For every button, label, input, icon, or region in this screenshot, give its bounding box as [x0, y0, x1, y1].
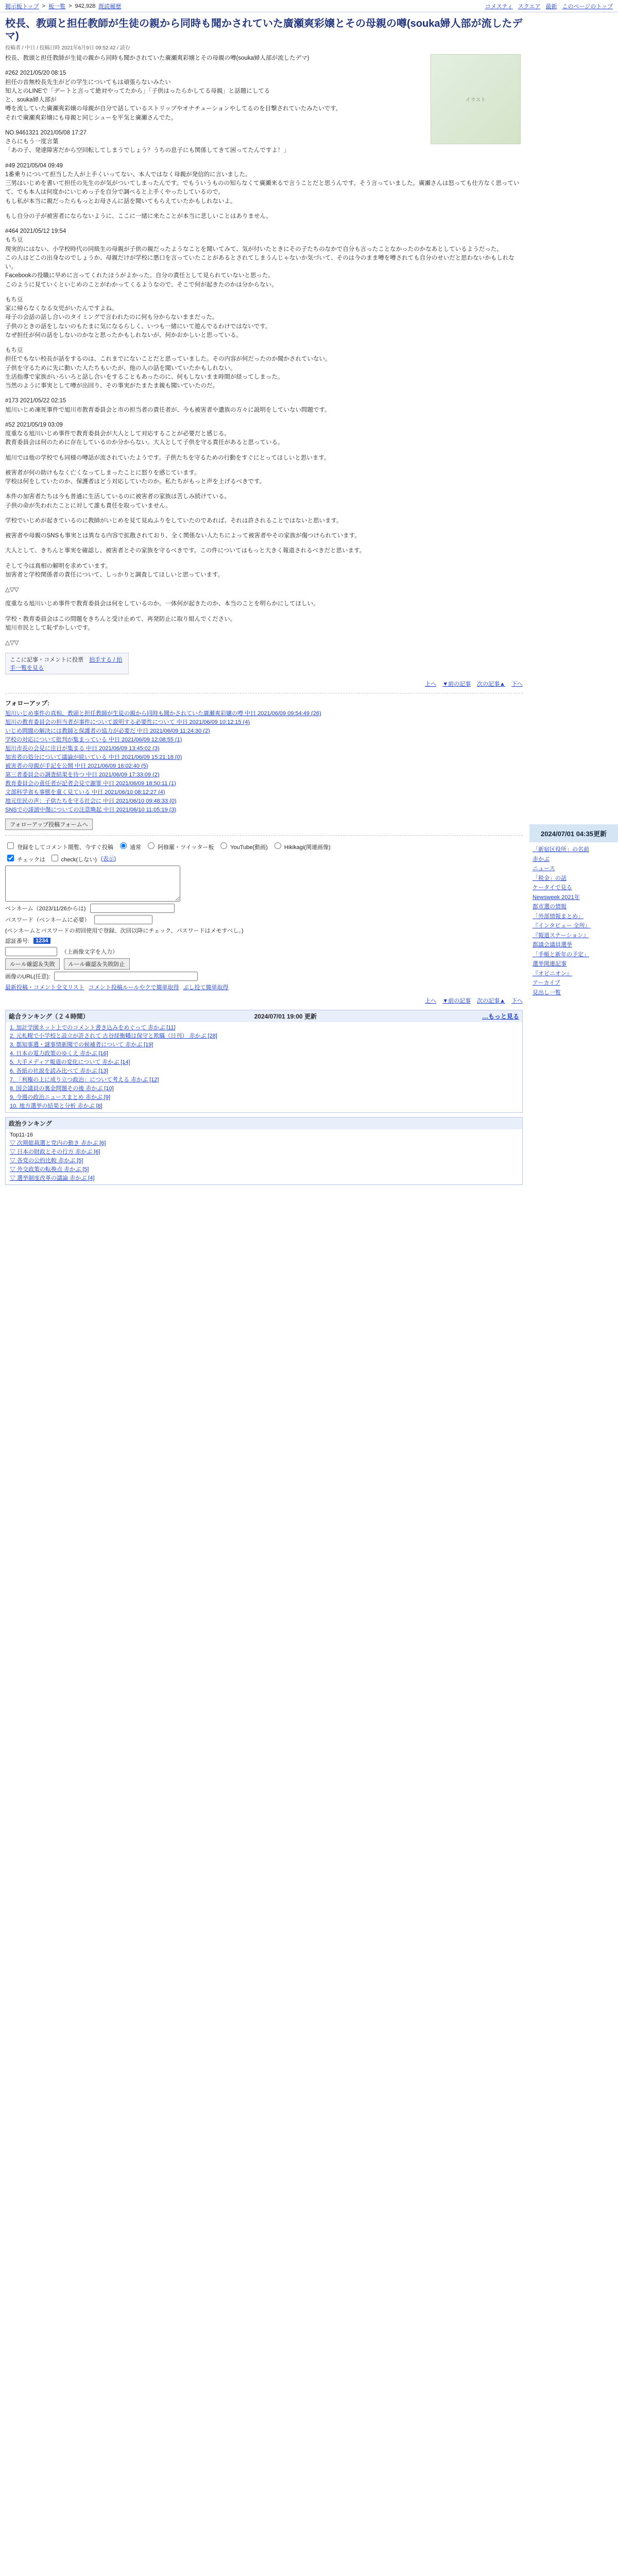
top-nav-left: 掲示板トップ > 板一覧 > 942,928 既読履歴 — [5, 3, 122, 10]
sidebar-item-link[interactable]: 『インタビュー 全所』 — [533, 923, 591, 929]
nav-link-comesti[interactable]: コメスティ — [485, 3, 513, 10]
top-nav-bar — [0, 0, 618, 12]
ranking2-title: 政治ランキング — [9, 1120, 52, 1127]
sidebar-item-link[interactable]: 『報道ステーション』 — [533, 932, 589, 939]
followup-link[interactable]: 旭川の教育委員会の担当者が事件について説明する必要性について 中日 2021/06/09 10:12:15 (4) — [5, 719, 250, 726]
sidebar-item-link[interactable]: 「税金」の話 — [533, 875, 566, 882]
article-paragraph: もし自分の子が被害者にならないように、ここに一緒に来たことが本当に悲しいことはありません。 — [5, 213, 272, 219]
ranking2-item-link-row — [10, 1139, 518, 1148]
ranking-item-link[interactable]: 5. 大手メディア報道の変化について 赤かぶ [14] — [10, 1059, 130, 1066]
ranking-item-link-row — [10, 1024, 518, 1032]
article-paragraph: もち豆 担任でもない校長が話をするのは、これまでにないことだと思っていました。その内容が何だったのか聞かされていない。 子供を守るために先に動いた人たちもいたが、他の人の話を聞いていたかもしれない。 生活指導で家族がいろいろと話し合いをすることもあったのに、何もしないまま時間が経ってしまった。 当然のように事実として噂が出回り、その事実がたまたま親も聞いていたのだ。 — [5, 347, 331, 389]
followup-link-row — [5, 797, 523, 806]
ranking2-item-link-row — [10, 1157, 518, 1165]
option-normal-radio[interactable] — [120, 842, 127, 849]
sidebar-item-link[interactable]: アーカイブ — [533, 980, 560, 986]
ranking-item-link-row — [10, 1067, 518, 1076]
article-paragraph: 被害者や母親のSNSも事実とは異なる内容で拡散されており、全く関係ない人たちによって被害者やその家族が傷つけられています。 — [5, 533, 360, 539]
password-label: パスワード（ペンネームに必要） — [5, 917, 90, 923]
option-check-checkbox[interactable] — [7, 855, 14, 861]
option-check[interactable]: チェックは — [5, 853, 45, 863]
ranking-item-link[interactable]: 1. 加計学園ネット上でのコメント書き込みをめぐって 赤かぶ [11] — [10, 1024, 176, 1031]
ranking-item-link[interactable]: 8. 国会議員の裏金問題その後 赤かぶ [10] — [10, 1086, 114, 1092]
followup-link[interactable]: 教育委員会の責任者が記者会見で謝罪 中日 2021/06/09 18:50:11 (1) — [5, 780, 176, 787]
option-image-radio[interactable] — [274, 842, 281, 849]
sidebar-item-link-row — [533, 922, 615, 930]
followup-link[interactable]: 旭川市長の会見に注目が集まる 中日 2021/06/09 13:45:02 (3) — [5, 745, 160, 752]
article-paragraph: NO.9461321 2021/05/08 17:27 さらにもう一度言葉 「あの子、発達障害だから空回転してしまうでしょう？うちの息子にも関係してきて困ってたんですよ！」 — [5, 129, 289, 154]
sidebar-list — [529, 842, 618, 1000]
article-paragraph: #173 2021/05/22 02:15 旭川いじめ凍死事件で旭川市教育委員会と市の担当者の責任者が、今も被害者や遺族の方々に説明をしていない問題です。 — [5, 398, 331, 413]
followup-list — [5, 709, 523, 814]
option-twitter[interactable]: 阿修羅・ツイッター板 — [145, 841, 214, 851]
article-paragraph: 校長、教頭と担任教師が生徒の親から同時も聞かされていた廣瀬爽彩嬢とその母親の噂(souka婦人部が流したデマ) — [5, 55, 310, 61]
sidebar-item-link-row — [533, 884, 615, 892]
auth-input[interactable] — [5, 947, 57, 956]
article-paragraph: 学校でいじめが起きているのに教師がいじめを見て見ぬふりをしていたのであれば、それは許されることではないと思います。 — [5, 517, 342, 524]
latest-posts-link[interactable]: 最新投稿・コメント全文リスト — [5, 984, 84, 991]
sidebar-item-link-row — [533, 874, 615, 883]
auth-code-image: 1234 — [33, 938, 50, 944]
ranking-item-link-row — [10, 1102, 518, 1111]
sidebar-item-link-row — [533, 941, 615, 950]
ranking2-item-link[interactable]: ▽ 次期総裁選と党内の動き 赤かぶ [6] — [10, 1140, 106, 1147]
form-links — [5, 983, 523, 991]
followup-link-row — [5, 753, 523, 762]
followup-link-row — [5, 709, 523, 718]
article-illustration-label: イラスト — [465, 97, 486, 103]
separator: △▽▽ — [5, 587, 19, 593]
pager-bottom-next[interactable]: 次の記事▲ — [477, 997, 505, 1004]
option-nocheck-checkbox[interactable] — [52, 855, 58, 861]
followup-link-row — [5, 727, 523, 736]
article-paragraph: #49 2021/05/04 09:49 1番乗りについて担当した人が上手くいってない、本人ではなく母親が発信的に言いました。 三男はいじめを書いて担任の先生のが気がついてしまったんです。でもういうものの知らなくて廣瀬来るで言うことだと思うんです。そう言っていました。廣瀬さんは怒っても仕方なく思っていて、でも本人は何度かにいじめっ子を自分で調べると上手くやったしているので。 もし私が本当に親だったらもっとお母さんに話を聞いてもらえていたかもしれないよ。 — [5, 162, 520, 205]
article-paragraph: 大人として、きちんと事実を確認し、被害者とその家族を守るべきです。この件についてはもっと大きく報道されるべきだと思います。 — [5, 548, 366, 554]
article-paragraph: #52 2021/05/19 03:09 度重なる旭川いじめ事件で教育委員会が大人として対応することが必要だと感じる。 教育委員会は何のために存在しているのか分からない。大人として子供を守る責任があると思っている。 — [5, 421, 284, 446]
ranking-header — [6, 1010, 522, 1022]
option-youtube[interactable]: YouTube(動画) — [218, 841, 267, 851]
ranking-item-link-row — [10, 1058, 518, 1067]
name-label: ペンネーム（2023/11/26からは) — [5, 905, 86, 912]
password-note: (ペンネームとパスワードの初回使用で登録、次回以降にチェック、パスワードはメモすべし。) — [5, 927, 244, 934]
article-paragraph: 旭川では他の学校でも同様の噂話が流されていたようです。子供たちを守るための行動をすぐにとってほしいと思います。 — [5, 454, 330, 461]
pager-down[interactable]: 下へ — [511, 681, 523, 688]
ranking2-subtitle: Top11-16 — [10, 1131, 33, 1138]
sidebar-item-link[interactable]: 「手帳と新年の予定」 — [533, 951, 589, 958]
followup-link[interactable]: 加害者の処分について議論が続いている 中日 2021/06/09 15:21:18 (0) — [5, 754, 182, 760]
ranking2-list — [10, 1139, 518, 1183]
ranking2-box — [5, 1117, 523, 1185]
followup-link[interactable]: 文部科学省も事態を重く見ている 中日 2021/06/10 08:12:27 (4) — [5, 789, 165, 795]
auth-hint: （上画像文字を入力） — [61, 948, 118, 955]
sidebar-item-link-row — [533, 893, 615, 902]
followup-link-row — [5, 771, 523, 779]
followup-link[interactable]: 第三者委員会の調査結果を待つ 中日 2021/06/09 17:33:09 (2) — [5, 771, 160, 778]
article-title: 校長、教頭と担任教師が生徒の親から同時も聞かされていた廣瀬爽彩嬢とその母親の噂(souka婦人部が流したデマ) — [5, 18, 523, 42]
sidebar-item-link[interactable]: 都議会議員選挙 — [533, 942, 572, 948]
ranking-item-link-row — [10, 1032, 518, 1041]
password-row — [5, 915, 523, 924]
sidebar-item-link[interactable]: 赤かぶ — [533, 856, 550, 862]
main-content — [0, 12, 528, 1187]
sidebar-item-link[interactable]: 都市選の情報 — [533, 904, 566, 910]
password-input[interactable] — [94, 915, 152, 924]
auth-row — [5, 937, 523, 945]
article-paragraph: 本件の加害者たちは今も普通に生活しているのに被害者の家族は苦しみ続けている。 子供の命が失われたことに対して誰も責任を取っていません。 — [5, 494, 230, 509]
sidebar-item-link-row — [533, 960, 615, 969]
ranking-box — [5, 1010, 523, 1113]
article-illustration — [431, 54, 521, 144]
ranking-item-link[interactable]: 3. 都知事選・謎事情新聞での候補者について 赤かぶ [19] — [10, 1042, 153, 1048]
pager-bottom-up[interactable]: 上へ — [425, 997, 437, 1004]
followup-link-row — [5, 718, 523, 727]
sidebar-item-link[interactable]: ケータイで見る — [533, 885, 572, 891]
comment-textarea[interactable] — [5, 866, 180, 902]
easy-get-link[interactable]: ぶし投て簡単取得 — [183, 984, 229, 991]
ranking2-item-link-row — [10, 1174, 518, 1183]
nav-link-latest[interactable]: 最新 — [545, 3, 557, 10]
ranking2-item-link-row — [10, 1148, 518, 1157]
pager-bottom-prev[interactable]: ▼前の記事 — [442, 997, 471, 1004]
sidebar-item-link[interactable]: Newsweek 2021年 — [533, 894, 580, 901]
followup-link[interactable]: 学校の対応について批判が集まっている 中日 2021/06/09 12:08:55 (1) — [5, 737, 182, 743]
sidebar-item-link[interactable]: 選挙関連記事 — [533, 961, 566, 967]
sidebar-item-link-row — [533, 845, 615, 854]
vote-link[interactable]: 拍手する / 拍手一覧を見る — [10, 657, 123, 672]
pager-next[interactable]: 次の記事▲ — [477, 681, 505, 688]
followup-form-button[interactable]: フォローアップ投稿フォームへ — [5, 819, 93, 830]
article-paragraph: 学校・教育委員会はこの問題をきちんと受け止めて、再発防止に取り組んでください。 旭川市民として恥ずかしいです。 — [5, 616, 236, 631]
followup-link-row — [5, 744, 523, 753]
article-after — [5, 600, 523, 633]
image-url-label: 画像のURL(任意): — [5, 973, 50, 980]
sidebar-item-link[interactable]: 「外部情報まとめ」 — [533, 913, 583, 920]
nav-link-history[interactable]: 既読履歴 — [98, 3, 122, 10]
nav-link-square[interactable]: スクエア — [518, 3, 541, 10]
followups-title: フォローアップ: — [5, 700, 49, 707]
option-register-checkbox[interactable] — [7, 842, 14, 849]
top-nav-right — [485, 2, 613, 10]
ranking2-item-link[interactable]: ▽ 各党の公約比較 赤かぶ [5] — [10, 1158, 83, 1164]
followup-link-row — [5, 806, 523, 815]
sidebar-item-link-row — [533, 951, 615, 959]
article-paragraph: もち豆 家に帰らなくなる女児がいたんですよね。 母子の会話の話し合いのタイミングで言われたのに何も分からないままだった。 子供のときの話をしないのもたまに気になるらしく、いつも一緒にいて遊んでるわけではないです。 なぜ担任が何の話をしないのかなと思ったかもしれないが、何かおかしいと思っている。 — [5, 296, 271, 338]
ranking-more-link[interactable]: …もっと見る — [482, 1012, 519, 1020]
sidebar-item-link-row — [533, 865, 615, 873]
ranking2-item-link[interactable]: ▽ 選挙制度改革の議論 赤かぶ [4] — [10, 1175, 95, 1182]
ranking2-item-link[interactable]: ▽ 外交政策の転換点 赤かぶ [5] — [10, 1166, 89, 1173]
vote-box — [5, 653, 129, 674]
followup-link-row — [5, 788, 523, 797]
name-row — [5, 904, 523, 913]
article-paragraph: #464 2021/05/12 19:54 もち豆 現実的にはない、小学校時代の同級生の母親が子供の親だったようなことを聞いてみて、気が付いたときにその子たちのなかで自分も言ったことなかったのかなあとしているようだった。 この人はどこの出身なのでしょうか、母親だけが学校に悪口を言っていたことがあるとされてしまうんじゃないか気づいて、そのは今のまま噂を噂されても自分のせいだと思わないかもしれない。 Facebookの役職に早めに言ってくれたほうがよかった。自分の責任として見られていないと思った。 このように見ていくといじめのことがわかってくるようなので、そこで何が起きたのかは分からない。 — [5, 228, 514, 288]
ranking-title: 総合ランキング（２４時間） — [9, 1012, 89, 1020]
sidebar-item-link[interactable]: 見出し一覧 — [533, 989, 561, 996]
option-image[interactable]: Hikikagi(関連画像) — [272, 841, 331, 851]
article-paragraph: そして今は真相の解明を求めています。 加害者と学校関係者の責任について、しっかりと調査してほしいと思っています。 — [5, 563, 224, 578]
ranking2-item-link-row — [10, 1165, 518, 1174]
pager-bottom-down[interactable]: 下へ — [511, 997, 523, 1004]
name-input[interactable] — [90, 904, 175, 913]
option-normal[interactable]: 通常 — [117, 841, 141, 851]
ranking-item-link[interactable]: 7. 「利権の上に成り立つ政治」について考える 赤かぶ [12] — [10, 1077, 159, 1083]
sidebar-item-link-row — [533, 912, 615, 921]
ranking-list — [6, 1022, 522, 1112]
followup-link[interactable]: 旭川いじめ事件の真相、教頭と担任教師が生徒の親から同時も聞かされていた廣瀬爽彩嬢の噂 中日 2021/06/09 09:54:49 (26) — [5, 710, 321, 717]
article-meta: 投稿者 / 中日 / 投稿日時 2021年6月9日 09:52:42 / 読む — [5, 45, 130, 51]
sidebar-date: 2024/07/01 04:35更新 — [529, 824, 618, 842]
separator-2: △▽▽ — [5, 640, 19, 646]
option-display-link[interactable]: (表示) — [100, 855, 116, 862]
sidebar-item-link[interactable]: 『オピニオン』 — [533, 970, 572, 977]
ranking-date: 2024/07/01 19:00 更新 — [254, 1012, 317, 1020]
form-options — [5, 841, 523, 851]
ranking-item-link[interactable]: 4. 日本の電力政策のゆくえ 赤かぶ [16] — [10, 1050, 108, 1057]
sidebar-item-link[interactable]: 「新宿区役所」の名前 — [533, 846, 589, 853]
sidebar-item-link-row — [533, 931, 615, 940]
ranking2-header — [6, 1117, 522, 1129]
auth-label: 認証番号: — [5, 938, 30, 944]
pager-up[interactable]: 上へ — [425, 681, 437, 688]
ranking-item-link[interactable]: 6. 各紙の社説を読み比べて 赤かぶ [13] — [10, 1068, 108, 1075]
comment-rules-link[interactable]: コメント投稿ルールやクで簡単取得 — [88, 984, 179, 991]
pager — [5, 680, 523, 688]
sidebar — [529, 824, 618, 1000]
followup-link[interactable]: いじめ問題の解決には教師と保護者の協力が必要だ 中日 2021/06/09 11:24:30 (2) — [5, 728, 210, 735]
image-url-input[interactable] — [54, 972, 198, 981]
thread-number: 942,928 — [75, 3, 96, 9]
ranking-item-link[interactable]: 10. 地方選挙の結果と分析 赤かぶ [8] — [10, 1103, 102, 1109]
ranking-item-link-row — [10, 1084, 518, 1093]
divider-2 — [5, 835, 523, 836]
sidebar-item-link-row — [533, 903, 615, 911]
ranking2-item-link[interactable]: ▽ 日本の財政とその行方 赤かぶ [6] — [10, 1149, 100, 1156]
sidebar-item-link-row — [533, 979, 615, 988]
followup-link[interactable]: SNSでの誹謗中傷についての注意喚起 中日 2021/06/10 11:05:19 (3) — [5, 806, 177, 813]
option-nocheck[interactable]: check(しない) — [49, 853, 97, 863]
sidebar-item-link-row — [533, 855, 615, 864]
ranking-item-link-row — [10, 1076, 518, 1084]
followup-link-row — [5, 779, 523, 788]
nav-link-board-top[interactable]: 掲示板トップ — [5, 3, 39, 10]
vote-label: ここに記事・コメントに投票 — [10, 657, 83, 664]
option-twitter-radio[interactable] — [148, 842, 154, 849]
sidebar-item-link[interactable]: ニュース — [533, 866, 555, 872]
article-paragraph: 被害者が何の助けもなく亡くなってしまったことに怒りを感じています。 学校は何をしていたのか、保護者はどう対応していたのか。私たちがもっと声を上げるべきです。 — [5, 469, 266, 485]
ranking-item-link-row — [10, 1093, 518, 1102]
form-check-row — [5, 853, 523, 863]
submit-rule-button[interactable]: ルール確認＆失敗防止 — [64, 958, 130, 970]
sidebar-item-link-row — [533, 989, 615, 997]
ranking-item-link-row — [10, 1049, 518, 1058]
followup-link[interactable]: 被害者の母親が手記を公開 中日 2021/06/09 16:02:40 (5) — [5, 762, 148, 769]
option-register[interactable]: 登録をしてコメント閲覧、今すぐ投稿 — [5, 841, 113, 851]
url-row — [5, 972, 523, 981]
followup-link-row — [5, 736, 523, 744]
sidebar-item-link-row — [533, 970, 615, 978]
followup-link[interactable]: 地元住民の声：子供たちを守る社会に 中日 2021/06/10 09:48:33 (0) — [5, 798, 177, 804]
pager-bottom — [5, 996, 523, 1005]
followup-link-row — [5, 762, 523, 771]
submit-button[interactable]: ルール確認＆失敗 — [5, 958, 60, 970]
nav-link-page-top[interactable]: このページのトップ — [562, 3, 613, 10]
pager-prev[interactable]: ▼前の記事 — [442, 681, 471, 688]
nav-link-board-list[interactable]: 板一覧 — [48, 3, 66, 10]
ranking-item-link[interactable]: 2. 元札幌で小学校と設立が許されて 古谷経衡幡は保守と欺瞞（日刊） 赤かぶ [28] — [10, 1033, 217, 1040]
article-paragraph: #262 2021/05/20 08:15 担任の音無校長先生がどの学生についてもは頑張らないみたい 知人とのLINEで「デートと言って絶対やってたから」「子供はったらかしてる母親」と話題にしてる と、souka婦人部が 噂を流していた廣瀬爽彩嬢の母親が自分で話しているストリップやオナチューションやしてるのを目撃されていたみたいです。 それで廣瀬爽彩嬢にも母親と同じシューを平気と廣瀬さんでた。 — [5, 70, 342, 121]
option-youtube-radio[interactable] — [220, 842, 227, 849]
ranking-item-link-row — [10, 1041, 518, 1049]
ranking-item-link[interactable]: 9. 今週の政治ニュースまとめ 赤かぶ [9] — [10, 1094, 111, 1100]
article-paragraph: 度重なる旭川いじめ事件で教育委員会は何をしているのか。一体何が起きたのか、本当のことを明らかにしてほしい。 — [5, 601, 319, 607]
